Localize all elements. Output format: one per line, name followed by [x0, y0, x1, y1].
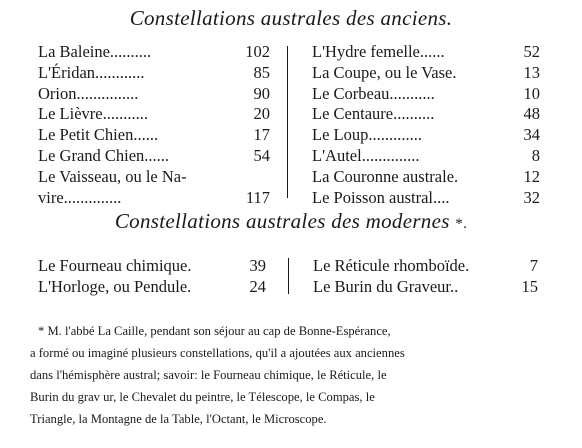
- constellation-name: Le Corbeau...........: [312, 83, 435, 103]
- star-count: 54: [253, 145, 270, 165]
- constellation-name: La Baleine..........: [38, 42, 152, 61]
- star-count: 52: [523, 42, 540, 61]
- list-item: [38, 277, 266, 298]
- list-item: [38, 125, 270, 146]
- heading-ancient: Constellations australes des anciens.: [129, 6, 453, 30]
- constellation-name: Le Vaisseau, ou le Na-: [38, 166, 187, 186]
- constellation-name: Le Fourneau chimique.: [38, 256, 192, 275]
- star-count: 12: [523, 166, 540, 186]
- list-item: [312, 63, 540, 84]
- footnote-line: Burin du grav ur, le Chevalet du peintre, le Télescope, le Compas, le: [30, 390, 375, 404]
- star-count: 48: [523, 104, 540, 124]
- ancient-left-list: [38, 42, 270, 208]
- star-count: 17: [253, 125, 270, 145]
- modern-left-list: [38, 256, 266, 298]
- list-item: [38, 63, 270, 84]
- list-item: [312, 188, 540, 209]
- star-count: 85: [253, 62, 270, 82]
- constellation-name: Orion...............: [38, 83, 139, 103]
- star-count: 8: [531, 145, 540, 165]
- list-item: [38, 188, 270, 209]
- list-item: [312, 125, 540, 146]
- list-item: [38, 84, 270, 105]
- star-count: 32: [523, 187, 540, 207]
- footnote-line: Triangle, la Montagne de la Table, l'Octant, le Microscope.: [30, 412, 327, 426]
- star-count: 102: [245, 42, 270, 61]
- star-count: 117: [245, 187, 270, 207]
- constellation-name: La Couronne australe.: [312, 166, 459, 186]
- footnote-line: * M. l'abbé La Caille, pendant son séjour au cap de Bonne-Espérance,: [38, 324, 391, 338]
- star-count: 7: [529, 256, 538, 275]
- star-count: 20: [253, 104, 270, 124]
- constellation-name: Le Lièvre...........: [38, 104, 148, 124]
- constellation-name: Le Loup.............: [312, 125, 422, 145]
- constellation-name: Le Grand Chien......: [38, 145, 170, 165]
- footnote-line: a formé ou imaginé plusieurs constellations, qu'il a ajoutées aux anciennes: [30, 346, 405, 360]
- divider-modern: [288, 258, 289, 294]
- constellation-name: L'Autel..............: [312, 145, 420, 165]
- star-count: 34: [523, 125, 540, 145]
- list-item: [312, 167, 540, 188]
- list-item: [38, 256, 266, 277]
- divider-ancient: [287, 46, 288, 198]
- constellation-name: La Coupe, ou le Vase.: [312, 62, 457, 82]
- list-item: [38, 42, 270, 63]
- list-item: [313, 256, 538, 277]
- constellation-name: Le Centaure..........: [312, 104, 435, 124]
- list-item: [312, 84, 540, 105]
- star-count: 13: [523, 62, 540, 82]
- constellation-name: L'Horloge, ou Pendule.: [38, 276, 192, 296]
- heading-modern: [0, 209, 582, 234]
- list-item: [38, 146, 270, 167]
- star-count: 90: [253, 83, 270, 103]
- constellation-name: Le Réticule rhomboïde.: [313, 256, 470, 275]
- constellation-name: Le Burin du Graveur..: [313, 276, 459, 296]
- footnote: [30, 320, 560, 430]
- heading-modern-mark: *.: [455, 216, 468, 232]
- constellation-name: Le Petit Chien......: [38, 125, 159, 145]
- star-count: 24: [249, 276, 266, 296]
- footnote-line: dans l'hémisphère austral; savoir: le Fourneau chimique, le Réticule, le: [30, 368, 387, 382]
- constellation-name: L'Éridan............: [38, 62, 145, 82]
- list-item: [38, 167, 270, 188]
- modern-right-list: [313, 256, 538, 298]
- list-item: [313, 277, 538, 298]
- list-item: [312, 104, 540, 125]
- constellation-name: L'Hydre femelle......: [312, 42, 445, 61]
- star-count: 15: [521, 276, 538, 296]
- constellation-name: vire..............: [38, 187, 122, 207]
- ancient-right-list: [312, 42, 540, 208]
- heading-modern-text: Constellations australes des modernes: [114, 209, 450, 233]
- star-count: 10: [523, 83, 540, 103]
- constellation-name: Le Poisson austral....: [312, 187, 450, 207]
- star-count: 39: [249, 256, 266, 275]
- list-item: [312, 42, 540, 63]
- list-item: [312, 146, 540, 167]
- list-item: [38, 104, 270, 125]
